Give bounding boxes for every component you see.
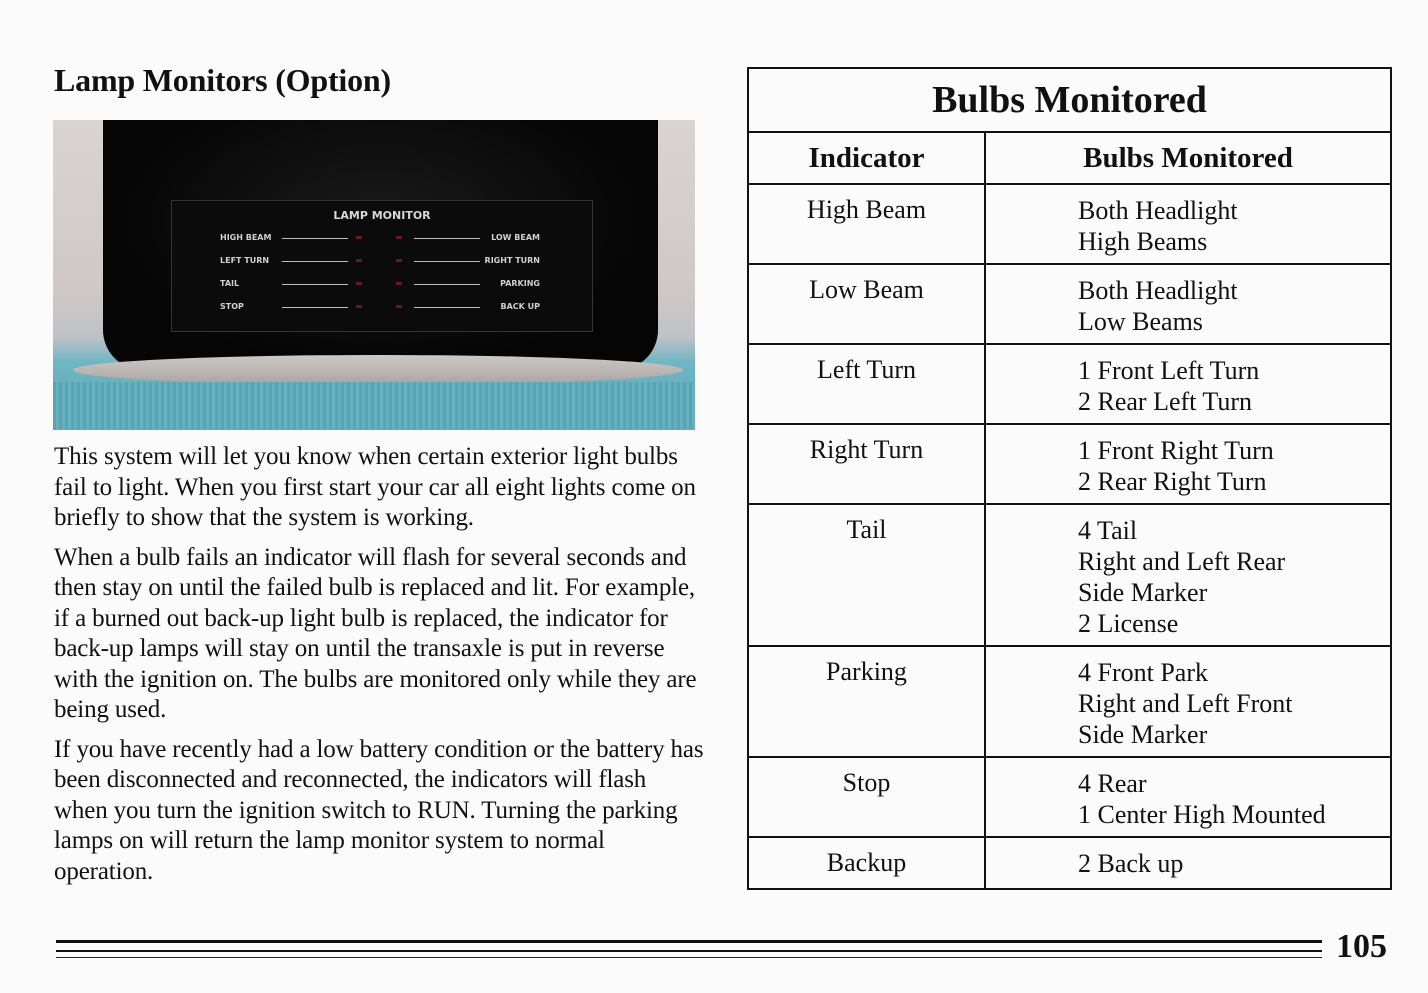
console-rim — [73, 355, 683, 385]
indicator-led — [396, 282, 402, 285]
table-title: Bulbs Monitored — [748, 68, 1391, 132]
indicator-cell: Parking — [748, 646, 985, 757]
table-row — [748, 184, 1391, 264]
indicator-led — [356, 259, 362, 262]
bulb-line: High Beams — [1078, 227, 1208, 256]
footer-rule — [56, 950, 1322, 952]
section-title: Lamp Monitors (Option) — [54, 62, 391, 98]
bulbs-cell — [985, 424, 1391, 504]
bulbs-cell — [985, 837, 1391, 889]
bulb-line: 4 Front Park — [1078, 658, 1208, 687]
panel-label-right: BACK UP — [500, 302, 540, 311]
indicator-cell: Left Turn — [748, 344, 985, 424]
bulbs-monitored-table — [747, 67, 1392, 890]
bulb-line: 1 Front Right Turn — [1078, 436, 1274, 465]
bulb-line: Both Headlight — [1078, 196, 1238, 225]
bulb-line: 4 Rear — [1078, 769, 1147, 798]
bulb-line: Low Beams — [1078, 307, 1203, 336]
bulb-line: 2 Back up — [1078, 849, 1184, 878]
panel-label-right: LOW BEAM — [491, 233, 540, 242]
indicator-cell: Backup — [748, 837, 985, 889]
bulbs-cell — [985, 757, 1391, 837]
panel-row — [220, 231, 540, 245]
bulb-line: 2 License — [1078, 609, 1179, 638]
indicator-led — [396, 259, 402, 262]
indicator-led — [356, 305, 362, 308]
table-row — [748, 264, 1391, 344]
bulb-line: Both Headlight — [1078, 276, 1238, 305]
indicator-cell: High Beam — [748, 184, 985, 264]
bulb-line: Side Marker — [1078, 578, 1208, 607]
panel-title: LAMP MONITOR — [333, 209, 431, 222]
footer-rule — [56, 957, 1322, 958]
bulb-line: Right and Left Rear — [1078, 547, 1286, 576]
bulbs-cell — [985, 646, 1391, 757]
bulb-line: Right and Left Front — [1078, 689, 1293, 718]
indicator-led — [356, 282, 362, 285]
body-text — [54, 442, 704, 896]
bulb-line: 2 Rear Left Turn — [1078, 387, 1253, 416]
bulbs-cell — [985, 264, 1391, 344]
panel-label-right: RIGHT TURN — [484, 256, 540, 265]
paragraph-system-intro: This system will let you know when certain exterior light bulbs fail to light. When you first start your car all eight lights come on briefly to show that the system is working. — [54, 443, 696, 531]
panel-row — [220, 254, 540, 268]
bulbs-cell — [985, 344, 1391, 424]
panel-label-right: PARKING — [500, 279, 540, 288]
header-indicator: Indicator — [748, 132, 985, 184]
table-row — [748, 424, 1391, 504]
bulbs-cell — [985, 504, 1391, 646]
lamp-monitor-panel — [171, 200, 593, 332]
bulb-line: 2 Rear Right Turn — [1078, 467, 1267, 496]
bulb-line: 4 Tail — [1078, 516, 1138, 545]
paragraph-bulb-failure: When a bulb fails an indicator will flash for several seconds and then stay on until the failed bulb is replaced and lit. For example, if a burned out back-up light bulb is replaced, the indicator for back-up lamps will stay on until the transaxle is put in reverse with the ignition on. The bulbs are monitored only while they are being used. — [54, 543, 697, 723]
bulb-line: 1 Center High Mounted — [1078, 800, 1326, 829]
footer-rule — [56, 940, 1322, 943]
table-row — [748, 757, 1391, 837]
panel-row — [220, 300, 540, 314]
indicator-cell: Right Turn — [748, 424, 985, 504]
panel-label-left: LEFT TURN — [220, 256, 270, 265]
indicator-led — [396, 305, 402, 308]
bulb-line: Side Marker — [1078, 720, 1208, 749]
panel-label-left: STOP — [220, 302, 244, 311]
bulb-line: 1 Front Left Turn — [1078, 356, 1260, 385]
table-row — [748, 646, 1391, 757]
windshield-reflection — [53, 382, 695, 430]
panel-label-left: TAIL — [220, 279, 240, 288]
header-bulbs-monitored: Bulbs Monitored — [985, 132, 1391, 184]
page-number: 105 — [1336, 928, 1387, 965]
indicator-led — [356, 236, 362, 239]
table-row — [748, 344, 1391, 424]
paragraph-low-battery: If you have recently had a low battery condition or the battery has been disconnected and reconnected, the indicators will flash when you turn the ignition switch to RUN. Turning the parking lamps on will return the lamp monitor system to normal operation. — [54, 735, 704, 885]
table-row — [748, 837, 1391, 889]
panel-row — [220, 277, 540, 291]
indicator-cell: Tail — [748, 504, 985, 646]
lamp-monitor-photo — [53, 120, 695, 430]
panel-label-left: HIGH BEAM — [220, 233, 272, 242]
indicator-cell: Stop — [748, 757, 985, 837]
bulbs-cell — [985, 184, 1391, 264]
indicator-cell: Low Beam — [748, 264, 985, 344]
table-row — [748, 504, 1391, 646]
indicator-led — [396, 236, 402, 239]
